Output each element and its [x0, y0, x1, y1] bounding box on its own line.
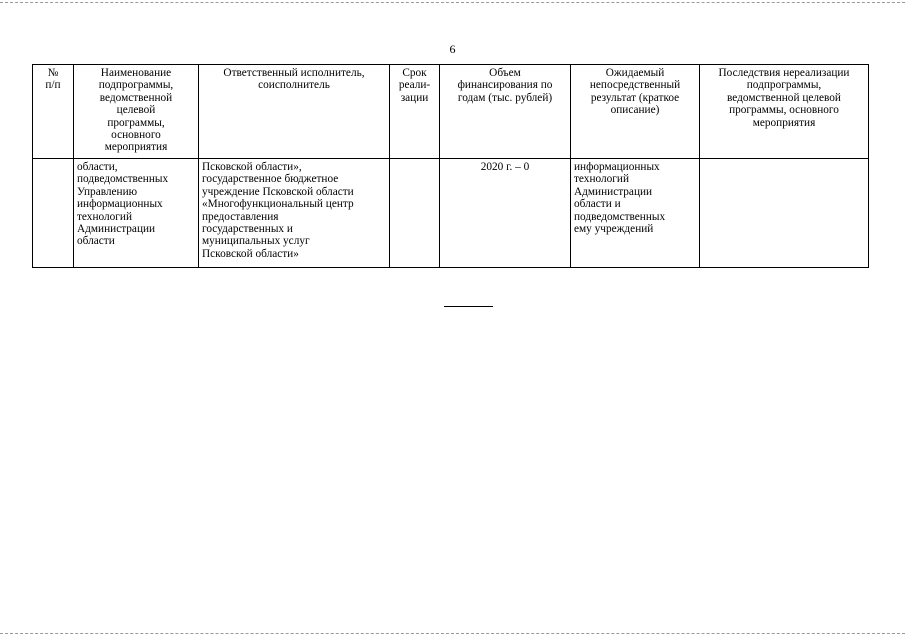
header-executor: Ответственный исполнитель, соисполнитель	[199, 65, 390, 159]
header-expected-result: Ожидаемый непосредственный результат (краткое описание)	[571, 65, 700, 159]
header-term: Срок реали- зации	[390, 65, 440, 159]
cell-executor: Псковской области», государственное бюджетное учреждение Псковской области «Многофункциональный центр предоставления государственных и муниципальных услуг Псковской области»	[199, 159, 390, 268]
program-table	[32, 64, 869, 268]
header-subprogram-name: Наименование подпрограммы, ведомственной целевой программы, основного мероприятия	[74, 65, 199, 159]
header-financing: Объем финансирования по годам (тыс. рублей)	[440, 65, 571, 159]
cell-expected-result: информационных технологий Администрации области и подведомственных ему учреждений	[571, 159, 700, 268]
cell-subprogram-name: области, подведомственных Управлению информационных технологий Администрации области	[74, 159, 199, 268]
table-row	[33, 159, 869, 268]
scan-edge-top	[0, 2, 905, 3]
page-number: 6	[449, 42, 456, 56]
header-number: № п/п	[33, 65, 74, 159]
end-rule	[444, 306, 493, 307]
cell-term	[390, 159, 440, 268]
table-header-row	[33, 65, 869, 159]
cell-number	[33, 159, 74, 268]
cell-consequences	[700, 159, 869, 268]
scan-edge-bottom	[0, 633, 905, 634]
header-consequences: Последствия нереализации подпрограммы, ведомственной целевой программы, основного мероприятия	[700, 65, 869, 159]
cell-financing: 2020 г. – 0	[440, 159, 571, 268]
